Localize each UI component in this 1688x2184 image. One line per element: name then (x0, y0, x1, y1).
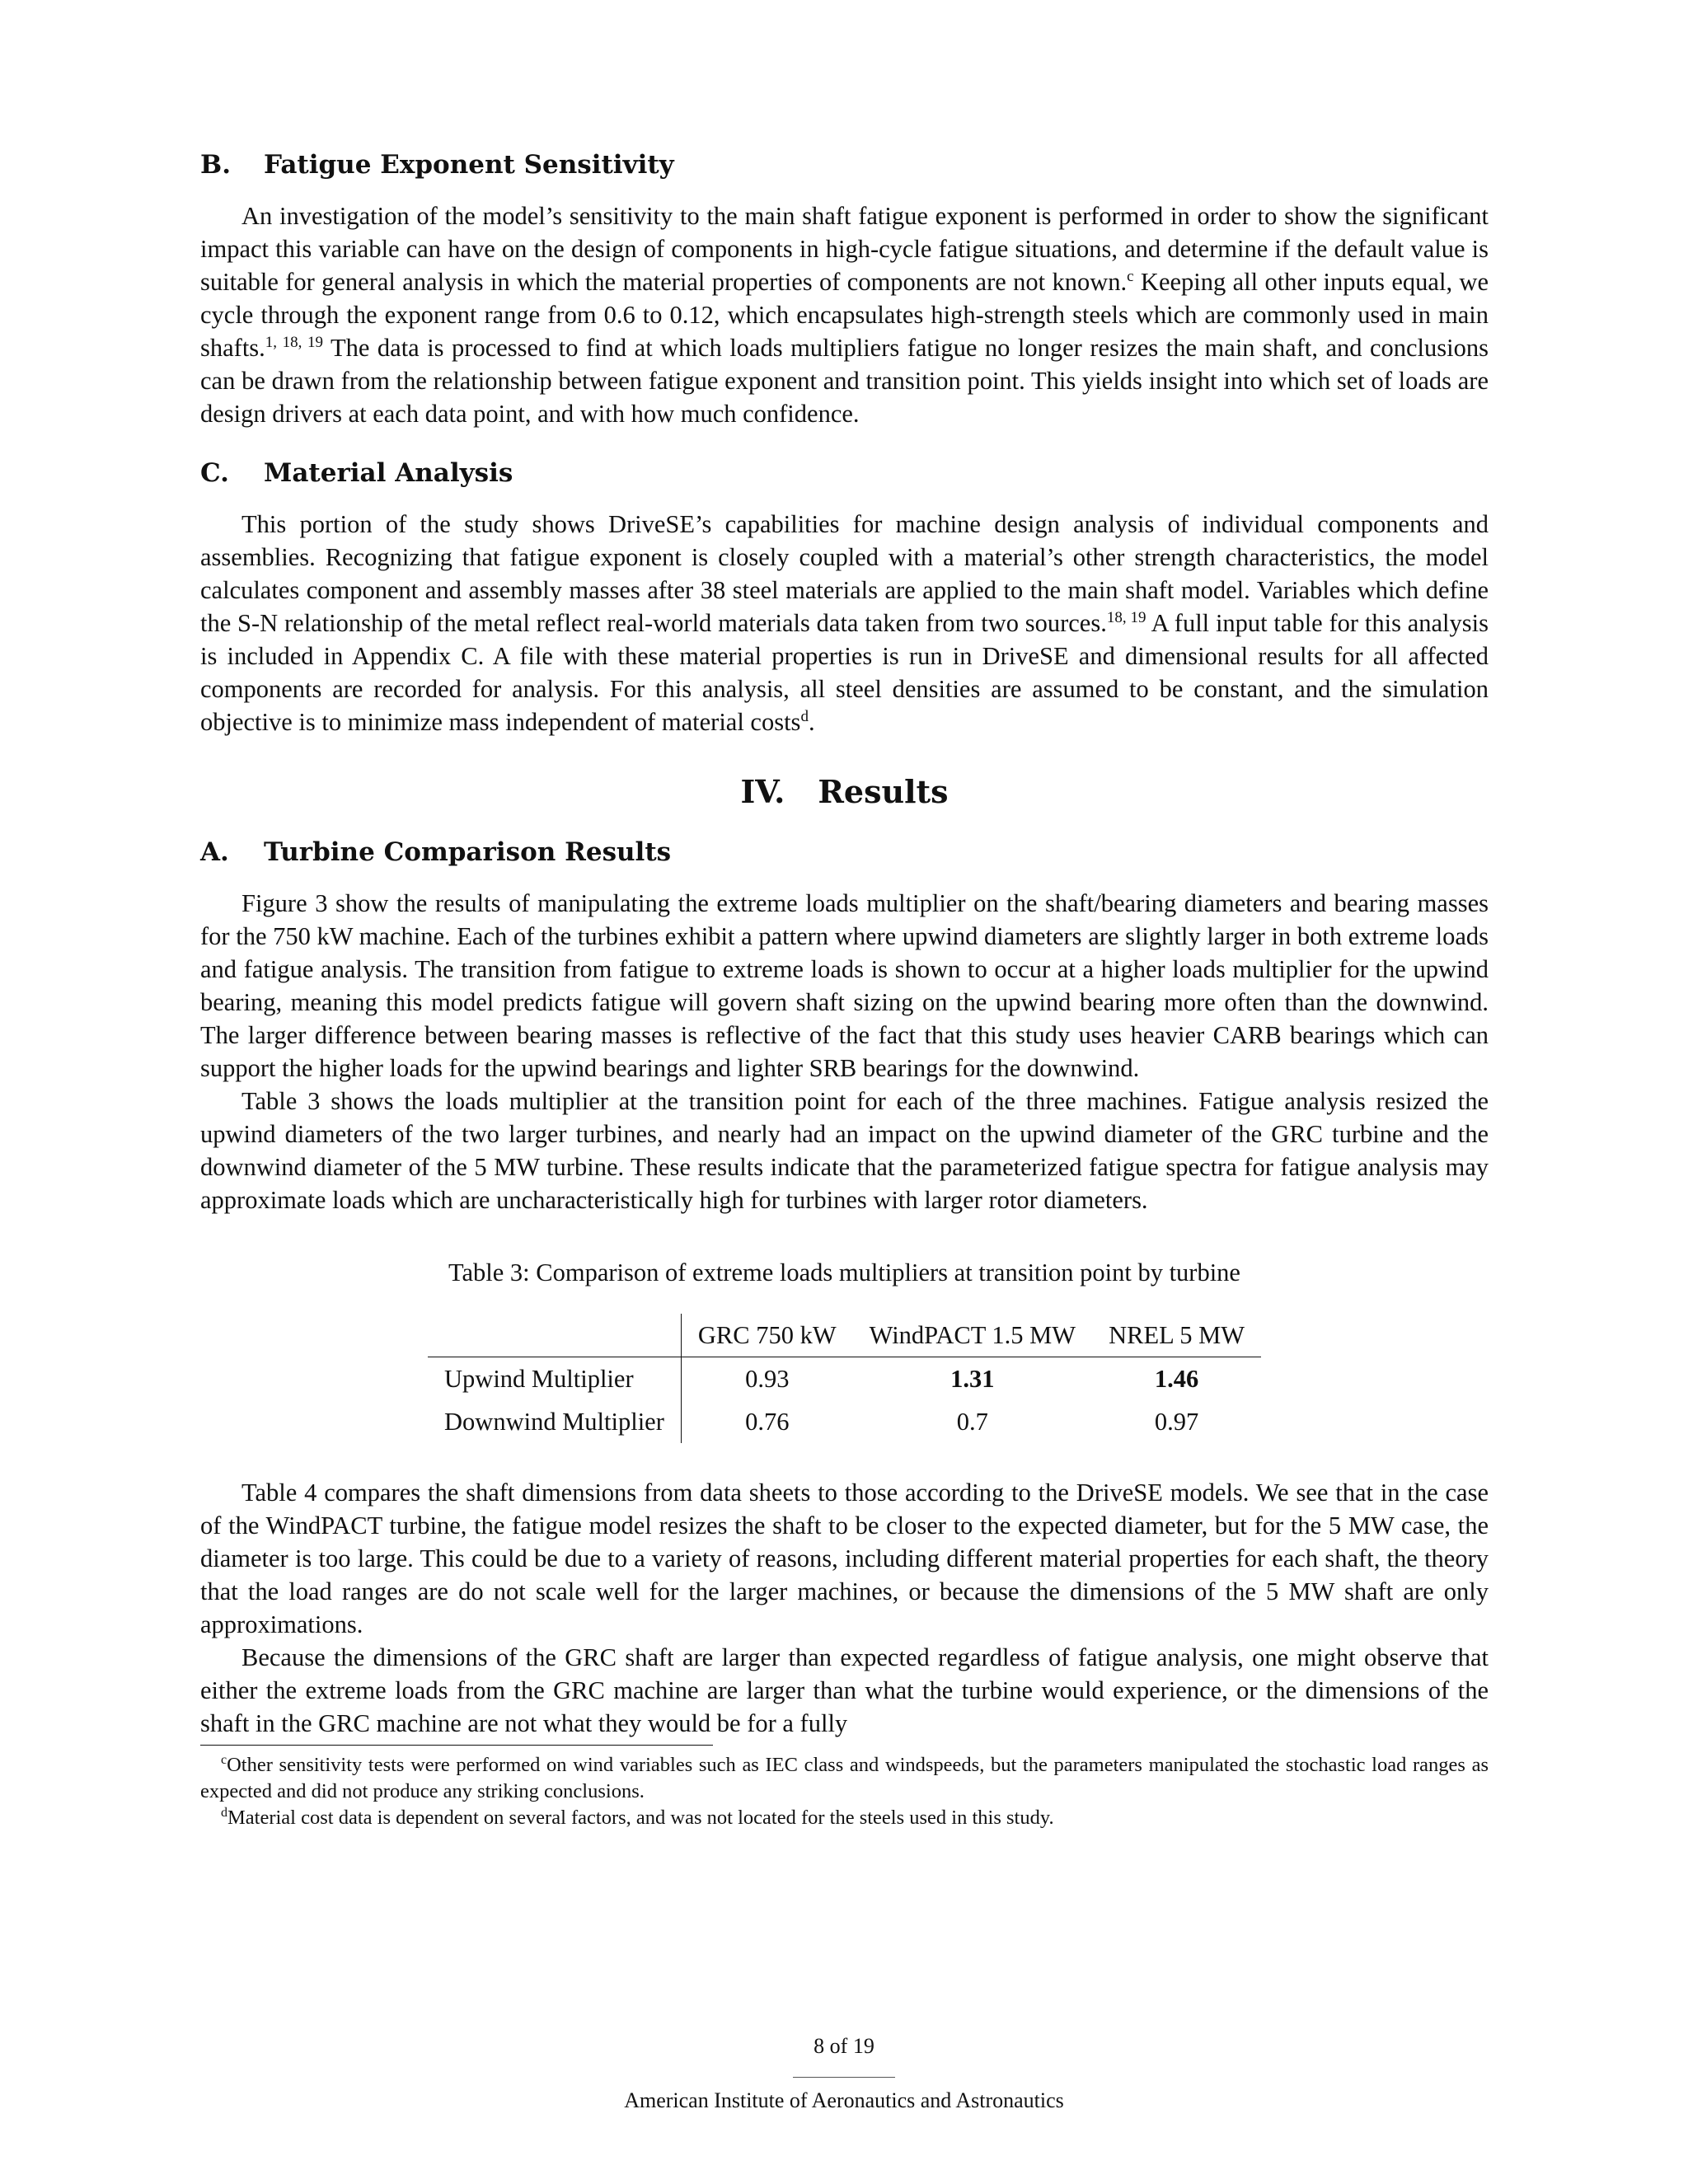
text-run: . (808, 708, 815, 736)
section-heading-a (200, 834, 1489, 870)
footnote-text: Material cost data is dependent on several factors, and was not located for the steels used in this study. (227, 1807, 1054, 1829)
table-corner-cell (428, 1314, 681, 1357)
chapter-title: Results (818, 773, 949, 810)
text-run: The data is processed to find at which loads multipliers fatigue no longer resizes the main shaft, and conclusions can be drawn from the relationship between fatigue exponent and transition point. This yields insight into which set of loads are design drivers at each data point, and with how much confidence. (200, 334, 1489, 428)
table-cell: 0.93 (745, 1365, 790, 1393)
footnote-mark: d (221, 1805, 227, 1820)
paragraph-fatigue-exponent (200, 199, 1489, 430)
footnote-mark: c (221, 1752, 227, 1767)
footer-organization: American Institute of Aeronautics and Astronautics (624, 2088, 1064, 2112)
paragraph-turbine-comparison-4: Because the dimensions of the GRC shaft are larger than expected regardless of fatigue analysis, one might observe that either the extreme loads from the GRC machine are larger than what the turbine would experience, or the dimensions of the shaft in the GRC machine are not what they would be for a fully (200, 1643, 1489, 1737)
section-title: Material Analysis (264, 458, 513, 488)
table-column-header: NREL 5 MW (1092, 1314, 1261, 1357)
section-heading-b (200, 147, 1489, 183)
paragraph-turbine-comparison-1: Figure 3 show the results of manipulating the extreme loads multiplier on the shaft/bearing diameters and bearing masses for the 750 kW machine. Each of the turbines exhibit a pattern where upwind diameters are slightly larger in both extreme loads and fatigue analysis. The transition from fatigue to extreme loads is shown to occur at a higher loads multiplier for the upwind bearing, meaning this model predicts fatigue will govern shaft sizing on the upwind bearing more often than the downwind. The larger difference between bearing masses is reflective of the fact that this study uses heavier CARB bearings which can support the higher loads for the upwind bearings and lighter SRB bearings for the downwind. (200, 889, 1489, 1082)
paragraph-turbine-comparison-2: Table 3 shows the loads multiplier at the transition point for each of the three machines. Fatigue analysis resized the upwind diameters of the two larger turbines, and nearly had an impact on the upwind diameter of the GRC turbine and the downwind diameter of the 5 MW turbine. These results indicate that the parameterized fatigue spectra for fatigue analysis may approximate loads which are uncharacteristically high for turbines with larger rotor diameters. (200, 1087, 1489, 1214)
paragraph-turbine-comparison-3: Table 4 compares the shaft dimensions from data sheets to those according to the DriveSE models. We see that in the case of the WindPACT turbine, the fatigue model resizes the shaft to be closer to the expected diameter, but for the 5 MW case, the diameter is too large. This could be due to a variety of reasons, including different material properties for each shaft, the theory that the load ranges are do not scale well for the larger machines, or because the dimensions of the 5 MW shaft are only approximations. (200, 1479, 1489, 1638)
table-cell: 1.31 (950, 1365, 995, 1393)
table-column-header: WindPACT 1.5 MW (853, 1314, 1092, 1357)
section-heading-c (200, 455, 1489, 491)
page-number: 8 of 19 (814, 2034, 874, 2058)
footnote-d (200, 1805, 1489, 1831)
chapter-number: IV. (740, 773, 785, 810)
footnote-marker: d (800, 707, 809, 725)
table-row-label: Downwind Multiplier (428, 1400, 681, 1443)
paper-page (200, 147, 1489, 1831)
citation-marker: 18, 19 (1106, 608, 1146, 626)
footnote-c (200, 1752, 1489, 1805)
footnote-marker: c (1127, 267, 1134, 285)
text-run: This portion of the study shows DriveSE’s capabilities for machine design analysis of individual components and assemblies. Recognizing that fatigue exponent is closely coupled with a material’s other strength characteristics, the model calculates component and assembly masses after 38 steel materials are applied to the main shaft model. Variables which define the S-N relationship of the metal reflect real-world materials data taken from two sources. (200, 510, 1489, 637)
table-3 (428, 1314, 1261, 1443)
table-header-row (428, 1314, 1261, 1357)
table-cell: 1.46 (1154, 1365, 1199, 1393)
footer-rule (793, 2077, 895, 2078)
table-column-header: GRC 750 kW (681, 1314, 852, 1357)
table-row (428, 1400, 1261, 1443)
text-run: A full input table for this analysis is included in Appendix C. A file with these material properties is run in DriveSE and dimensional results for all affected components are recorded for analysis. For this analysis, all steel densities are assumed to be constant, and the simulation objective is to minimize mass independent of material costs (200, 609, 1489, 736)
section-title: Fatigue Exponent Sensitivity (264, 150, 674, 180)
section-number: A. (200, 837, 229, 867)
chapter-heading-results (200, 771, 1489, 813)
text-run: An investigation of the model’s sensitivity to the main shaft fatigue exponent is performed in order to show the significant impact this variable can have on the design of components in high-cycle fatigue situations, and determine if the default value is suitable for general analysis in which the material properties of components are not known. (200, 202, 1489, 296)
text-run: Keeping all other inputs equal, we cycle through the exponent range from 0.6 to 0.12, which encapsulates high-strength steels which are commonly used in main shafts. (200, 268, 1489, 362)
table-cell: 0.7 (956, 1408, 988, 1436)
paragraph-material-analysis (200, 508, 1489, 738)
footnote-rule (200, 1745, 713, 1746)
section-number: C. (200, 458, 229, 488)
table-row (428, 1357, 1261, 1401)
footnote-text: Other sensitivity tests were performed on wind variables such as IEC class and windspeeds, but the parameters manipulated the stochastic load ranges as expected and did not produce any striking conclusions. (200, 1754, 1489, 1802)
table-cell: 0.76 (745, 1408, 790, 1436)
table-row-label: Upwind Multiplier (428, 1357, 681, 1401)
section-title: Turbine Comparison Results (264, 837, 672, 867)
section-number: B. (200, 150, 231, 180)
table-cell: 0.97 (1154, 1408, 1199, 1436)
table-caption: Table 3: Comparison of extreme loads multipliers at transition point by turbine (448, 1258, 1240, 1286)
citation-marker: 1, 18, 19 (265, 333, 324, 351)
